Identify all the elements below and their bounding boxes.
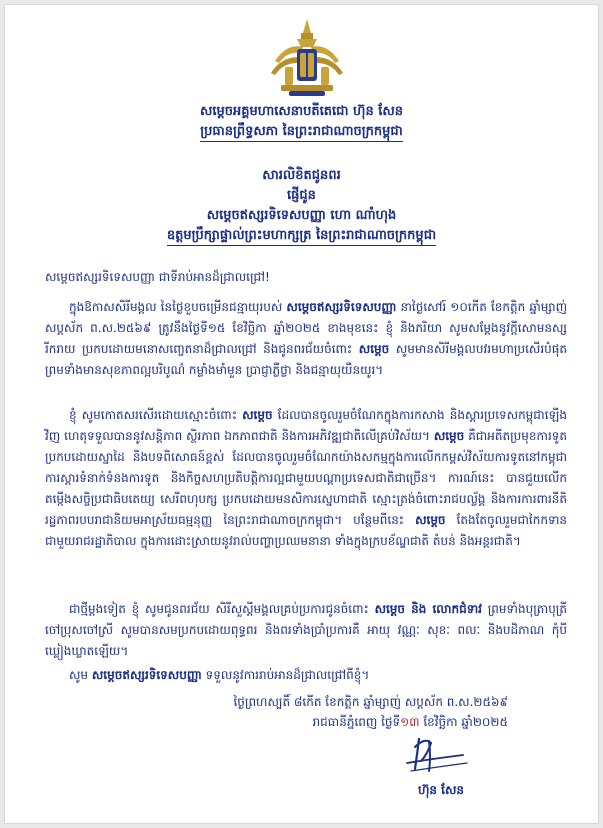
letter-heading-sendto: ផ្ញើជូន <box>287 188 316 203</box>
handwritten-signature <box>401 733 471 777</box>
closing-text-c: ទទួលនូវការរាប់អានដ៏ជ្រាលជ្រៅពីខ្ញុំ។ <box>201 668 370 682</box>
sender-name: សម្ដេចអគ្គមហាសេនាបតីតេជោ ហ៊ុន សែន <box>200 104 403 119</box>
closing-text-a: សូម <box>69 668 92 682</box>
salutation: សម្ដេចឥស្សរទិទេសបញ្ញា ជាទីរាប់អានដ៏ជ្រាលជ្រៅ! <box>45 270 270 284</box>
p3-text-c: ព្រមទាំងបុត្រាបុត្រី ចៅប្រុសចៅស្រី សូមបានសមប្រកបដោយពុទ្ធពរ និងពរទាំងប្រាំប្រការគឺ អាយុ វណ្ណៈ សុខៈ ពលៈ និងបដិភាណ កុំបីឃ្លៀងឃ្លាតឡើយ។ <box>45 602 568 658</box>
recipient-title-text: ឧត្ដមប្រឹក្សាផ្ទាល់ព្រះមហាក្សត្រ នៃព្រះរាជាណាចក្រកម្ពុជា <box>167 228 436 246</box>
p1-text-a: ក្នុងឱកាសសិរីមង្គល នៃថ្ងៃខួបចម្រើនជន្មាយុរបស់ <box>69 300 287 314</box>
p2-text-e: គឺជាអតីតប្រមុខការទូតប្រកបដោយស្នាដៃ និងបទពិសោធន៍ខ្ពស់ ដែលបានចូលរួមចំណែកយ៉ាងសកម្មក្នុងការលើកកម្ពស់វិស័យការទូតនៅកម្ពុជា ការស្ដារទំនាក់ទំនងការទូត និងកិច្ចសហប្រតិបត្តិការល្អជាមួយបណ្ដាប្រទេសជាតិជាច្រើន។ ការណ៍នេះ បានជួយលើកតម្កើងសច្ចិប្រជាធិបតេយ្យ សេរីពហុបក្ស ប្រកបដោយមនសិការស្នេហាជាតិ ស្មោះត្រង់ចំពោះរាជបល្ល័ង្គ និងការការពារនីតិរដ្ឋភាពរបបរាជានិយមអាស្រ័យធម្មនុញ្ញ នៃព្រះរាជាណាចក្រកម្ពុជា។ បន្ថែមពីនេះ <box>45 429 567 527</box>
signer-name: ហ៊ុន សែន <box>417 783 465 797</box>
closing-line <box>45 665 567 686</box>
p2-text-c: ដែលបានចូលរួមចំណែកក្នុងការកសាង និងស្ដារប្រទេសកម្ពុជាឡើងវិញ ហេតុទទួលបាននូវសន្ដិភាព ស្ថិរភាព ឯកភាពជាតិ និងការអភិវឌ្ឍជាតិលើគ្រប់វិស័យ។ <box>45 408 567 443</box>
p2-text-d: សម្ដេច <box>433 429 465 443</box>
p1-text-c: នាថ្ងៃសៅរ៍ ១០កើត ខែកត្ដិក ឆ្នាំម្សាញ់ សប្ដស័ក ព.ស.២៥៦៩ ត្រូវនឹងថ្ងៃទី១៥ ខែវិច្ឆិកា ឆ្នាំ២០២៥ ខាងមុខនេះ ខ្ញុំ និងភរិយា សូមសម្ដែងនូវក្ដីសោមនស្សរីករាយ ប្រកបដោយមនោសញ្ចេតនាដ៏ជ្រាលជ្រៅ និងជូនពរជ័យចំពោះ <box>45 300 567 356</box>
p1-text-e: សូមមានសិរីមង្គលបវរមហាប្រសើរបំផុត ព្រមទាំងមានសុខភាពល្អបរិបូណ៌ កម្លាំងមាំមួន ប្រាជ្ញាភ្លឺថ្លា និងជន្មាយុយឺនយូរ។ <box>45 342 568 377</box>
date-prefix: រាជធានីភ្នំពេញ ថ្ងៃទី <box>312 715 401 729</box>
p1-text-d: សម្ដេច <box>358 342 390 356</box>
p2-text-a: ខ្ញុំ សូមកោតសរសើរដោយស្មោះចំពោះ <box>69 408 243 422</box>
sender-title-text: ប្រធានព្រឹទ្ធសភា នៃព្រះរាជាណាចក្រកម្ពុជា <box>200 124 403 142</box>
p2-text-b: សម្ដេច <box>242 408 273 422</box>
p3-text-b: សម្ដេច និង លោកជំទាវ <box>374 602 482 616</box>
p2-text-g: តែងតែចូលរួមជាកៃកទានជាមួយរាជរដ្ឋាភិបាល ក្នុងការដោះស្រាយនូវរាល់បញ្ហាប្រឈមនានា ទាំងក្នុងក្របខ័ណ្ឌជាតិ តំបន់ និងអន្ដរជាតិ។ <box>45 513 567 548</box>
paragraph-1 <box>45 297 567 381</box>
lunar-date: ថ្ងៃព្រហស្បតិ៍ ៨កើត ខែកត្ដិក ឆ្នាំម្សាញ់ សប្ដស័ក ព.ស.២៥៦៩ <box>233 695 508 709</box>
paragraph-3 <box>45 599 567 662</box>
date-suffix: ខែវិច្ឆិកា ឆ្នាំ២០២៥ <box>419 715 508 729</box>
sender-title <box>5 123 598 141</box>
p3-text-a: ជាថ្មីម្ដងទៀត ខ្ញុំ សូមជូនពរជ័យ សិរីសួស្ដីមង្គលគ្រប់ប្រការជូនចំពោះ <box>69 602 375 616</box>
closing-text-b: សម្ដេចឥស្សរទិទេសបញ្ញា <box>91 668 202 682</box>
date-day: ១៣ <box>400 715 420 729</box>
solar-date <box>5 713 508 731</box>
recipient-title <box>5 227 598 245</box>
recipient-name: សម្ដេចឥស្សរទិទេសបញ្ញា ហោ ណាំហុង <box>206 208 397 223</box>
royal-emblem-icon <box>267 17 347 99</box>
letter-page <box>4 4 599 824</box>
letter-heading-title: សារលិខិតជូនពរ <box>262 168 341 183</box>
p2-text-f: សម្ដេច <box>415 513 446 527</box>
paragraph-2 <box>45 405 567 552</box>
p1-text-b: សម្ដេចឥស្សរទិទេសបញ្ញា <box>286 300 397 314</box>
